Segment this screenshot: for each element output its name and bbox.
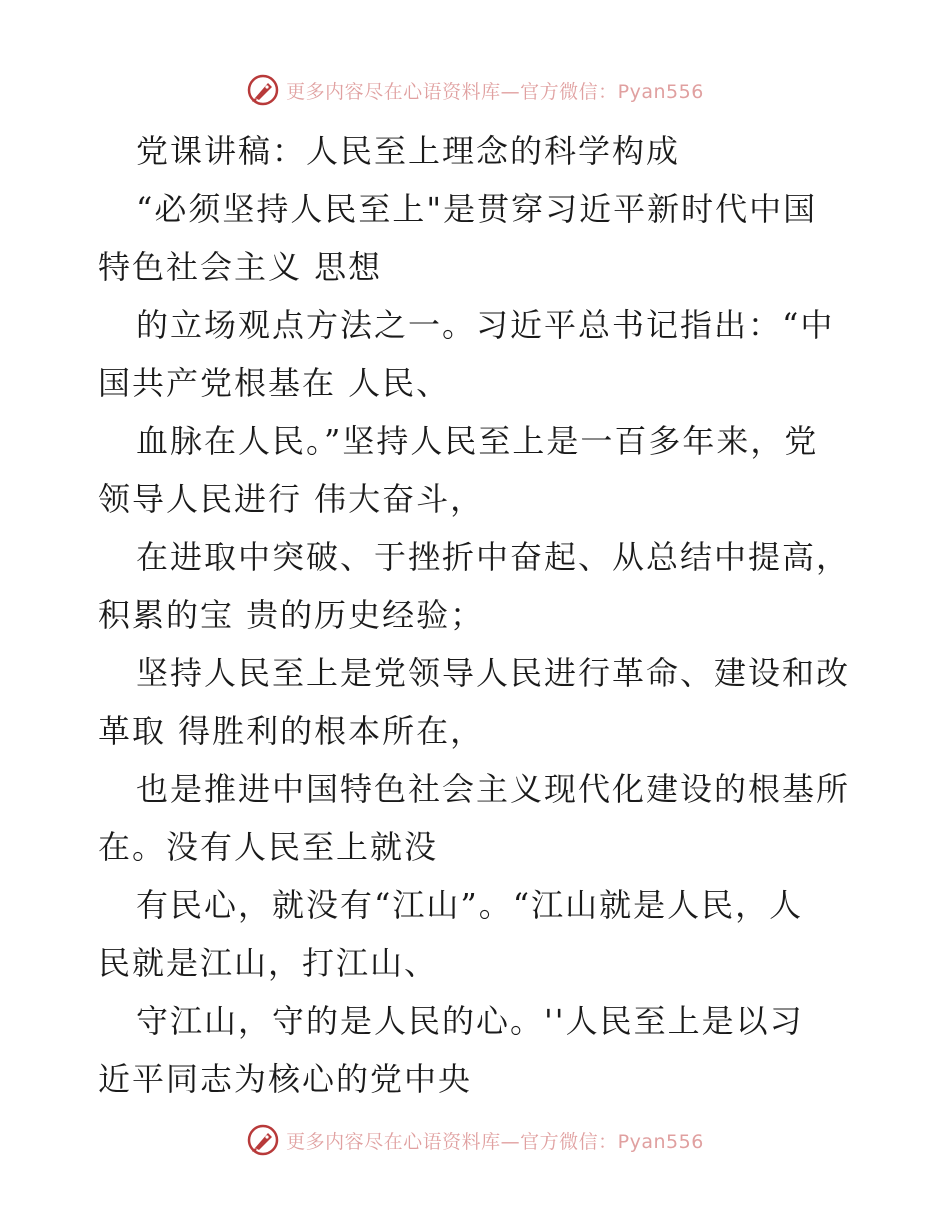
- text-line: 守江山，守的是人民的心。''人民至上是以习: [136, 1002, 804, 1040]
- text-line: 国共产党根基在 人民、: [98, 364, 451, 402]
- text-line: 特色社会主义 思想: [98, 248, 383, 286]
- pen-nib-circle-icon: [246, 73, 280, 107]
- text-line: “必须坚持人民至上"是贯穿习近平新时代中国: [136, 190, 818, 228]
- text-line: 在进取中突破、于挫折中奋起、从总结中提高，: [136, 538, 851, 576]
- text-line: 近平同志为核心的党中央: [98, 1060, 473, 1098]
- header-watermark-banner: [0, 70, 950, 110]
- text-line: 血脉在人民。”坚持人民至上是一百多年来，党: [136, 422, 819, 460]
- footer-watermark-banner: [0, 1120, 950, 1160]
- pen-nib-circle-icon: [246, 1123, 280, 1157]
- text-line: 坚持人民至上是党领导人民进行革命、建设和改: [136, 654, 851, 692]
- text-line: 积累的宝 贵的历史经验；: [98, 596, 485, 634]
- text-line: 也是推进中国特色社会主义现代化建设的根基所: [136, 770, 851, 808]
- text-line: 的立场观点方法之一。习近平总书记指出：“中: [136, 306, 835, 344]
- text-line: 领导人民进行 伟大奋斗，: [98, 480, 485, 518]
- text-line: 民就是江山，打江山、: [98, 944, 439, 982]
- text-line: 革取 得胜利的根本所在，: [98, 712, 485, 750]
- document-body: [98, 122, 858, 1108]
- watermark-text: 更多内容尽在心语资料库—官方微信：Pyan556: [286, 1130, 704, 1153]
- text-line: 在。没有人民至上就没: [98, 828, 439, 866]
- text-line: 有民心，就没有“江山”。“江山就是人民，人: [136, 886, 804, 924]
- document-title: 党课讲稿：人民至上理念的科学构成: [136, 132, 681, 170]
- watermark-text: 更多内容尽在心语资料库—官方微信：Pyan556: [286, 80, 704, 103]
